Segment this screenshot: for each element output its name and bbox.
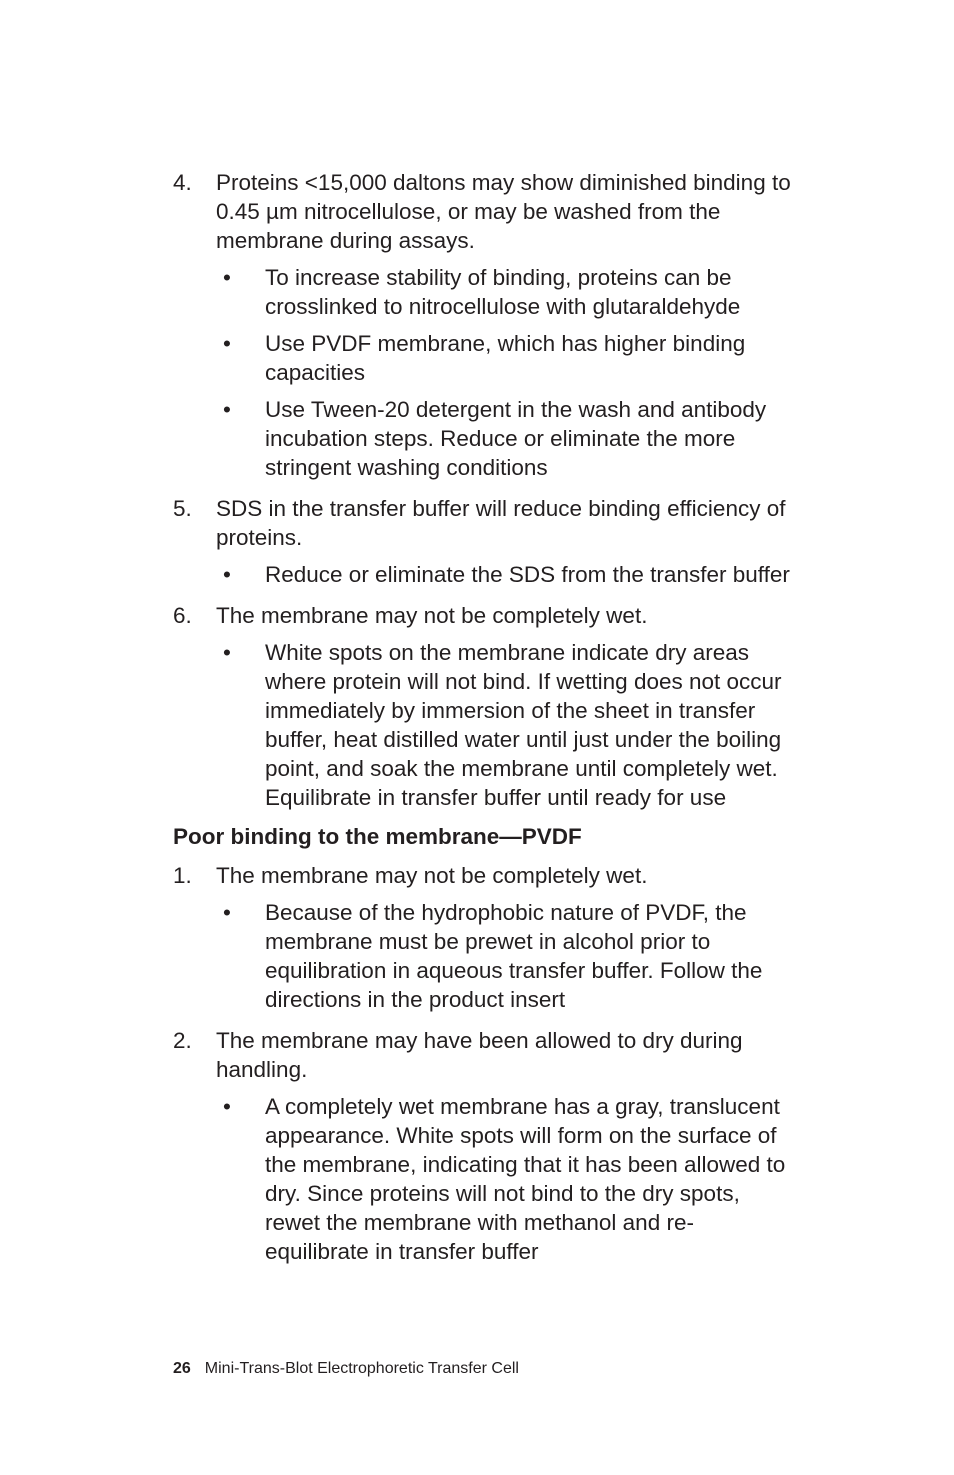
bullet-item — [223, 638, 793, 812]
section-heading: Poor binding to the membrane—PVDF — [173, 824, 582, 849]
list-number: 4. — [173, 170, 192, 195]
list-text: SDS in the transfer buffer will reduce binding efficiency of proteins. — [216, 496, 786, 550]
list-text: The membrane may not be completely wet. — [216, 863, 648, 888]
page-number: 26 — [173, 1360, 191, 1377]
bullet-item — [223, 329, 793, 387]
bullet-text: Use Tween-20 detergent in the wash and antibody incubation steps. Reduce or eliminate the more stringent washing conditions — [265, 397, 767, 480]
footer-title: Mini-Trans-Blot Electrophoretic Transfer Cell — [204, 1360, 519, 1377]
bullet-text: To increase stability of binding, proteins can be crosslinked to nitrocellulose with glutaraldehyde — [265, 265, 741, 319]
bullet-item — [223, 263, 793, 321]
page-content — [173, 168, 793, 1274]
bullet-icon: • — [223, 331, 231, 356]
list-item-5 — [173, 494, 793, 552]
page-footer — [173, 1358, 519, 1380]
bullet-icon: • — [223, 640, 231, 665]
list-item-1 — [173, 861, 793, 890]
list-number: 1. — [173, 863, 192, 888]
bullet-text: Use PVDF membrane, which has higher binding capacities — [265, 331, 746, 385]
bullet-item — [223, 1092, 793, 1266]
bullet-icon: • — [223, 265, 231, 290]
bullet-text: White spots on the membrane indicate dry areas where protein will not bind. If wetting does not occur immediately by immersion of the sheet in transfer buffer, heat distilled water until just under the boiling point, and soak the membrane until completely wet. Equilibrate in transfer buffer until ready for use — [265, 640, 782, 810]
bullet-text: Reduce or eliminate the SDS from the transfer buffer — [265, 562, 790, 587]
list-number: 6. — [173, 603, 192, 628]
bullet-icon: • — [223, 562, 231, 587]
list-number: 5. — [173, 496, 192, 521]
list-number: 2. — [173, 1028, 192, 1053]
bullet-item — [223, 395, 793, 482]
list-text: The membrane may not be completely wet. — [216, 603, 648, 628]
list-text: The membrane may have been allowed to dry during handling. — [216, 1028, 743, 1082]
list-item-4 — [173, 168, 793, 255]
bullet-text: A completely wet membrane has a gray, translucent appearance. White spots will form on the surface of the membrane, indicating that it has been allowed to dry. Since proteins will not bind to the dry spots, rewet the membrane with methanol and re-equilibrate in transfer buffer — [265, 1094, 786, 1264]
list-text: Proteins <15,000 daltons may show diminished binding to 0.45 µm nitrocellulose, or may be washed from the membrane during assays. — [216, 170, 791, 253]
list-item-2 — [173, 1026, 793, 1084]
bullet-item — [223, 898, 793, 1014]
bullet-text: Because of the hydrophobic nature of PVDF, the membrane must be prewet in alcohol prior to equilibration in aqueous transfer buffer. Follow the directions in the product insert — [265, 900, 763, 1012]
bullet-item — [223, 560, 793, 589]
list-item-6 — [173, 601, 793, 630]
bullet-icon: • — [223, 1094, 231, 1119]
bullet-icon: • — [223, 397, 231, 422]
bullet-icon: • — [223, 900, 231, 925]
